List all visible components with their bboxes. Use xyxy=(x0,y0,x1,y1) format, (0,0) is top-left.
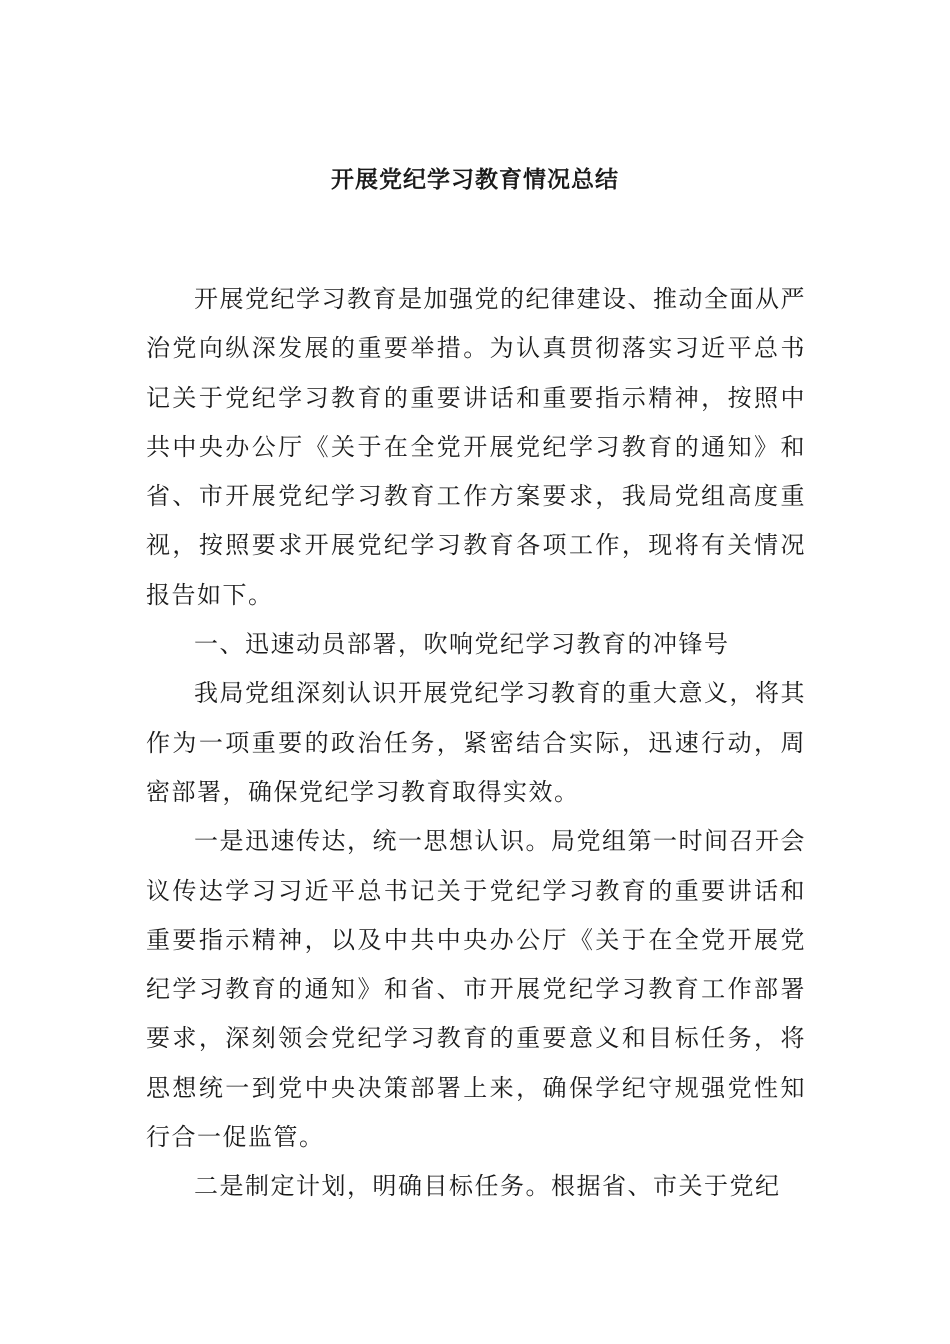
paragraph-point-1: 一是迅速传达，统一思想认识。局党组第一时间召开会议传达学习习近平总书记关于党纪学习教育的重要讲话和重要指示精神，以及中共中央办公厅《关于在全党开展党纪学习教育的通知》和省、市开展党纪学习教育工作部署要求，深刻领会党纪学习教育的重要意义和目标任务，将思想统一到党中央决策部署上来，确保学纪守规强党性知行合一促监管。 xyxy=(146,827,806,1152)
paragraph-point-2: 二是制定计划，明确目标任务。根据省、市关于党纪 xyxy=(194,1172,781,1201)
document-title: 开展党纪学习教育情况总结 xyxy=(331,167,619,193)
section-heading-1: 一、迅速动员部署，吹响党纪学习教育的冲锋号 xyxy=(194,630,730,659)
document-body xyxy=(146,275,806,1212)
paragraph-section-1-intro: 我局党组深刻认识开展党纪学习教育的重大意义，将其作为一项重要的政治任务，紧密结合实际，迅速行动，周密部署，确保党纪学习教育取得实效。 xyxy=(146,679,806,806)
paragraph-intro: 开展党纪学习教育是加强党的纪律建设、推动全面从严治党向纵深发展的重要举措。为认真贯彻落实习近平总书记关于党纪学习教育的重要讲话和重要指示精神，按照中共中央办公厅《关于在全党开展党纪学习教育的通知》和省、市开展党纪学习教育工作方案要求，我局党组高度重视，按照要求开展党纪学习教育各项工作，现将有关情况报告如下。 xyxy=(146,285,806,609)
